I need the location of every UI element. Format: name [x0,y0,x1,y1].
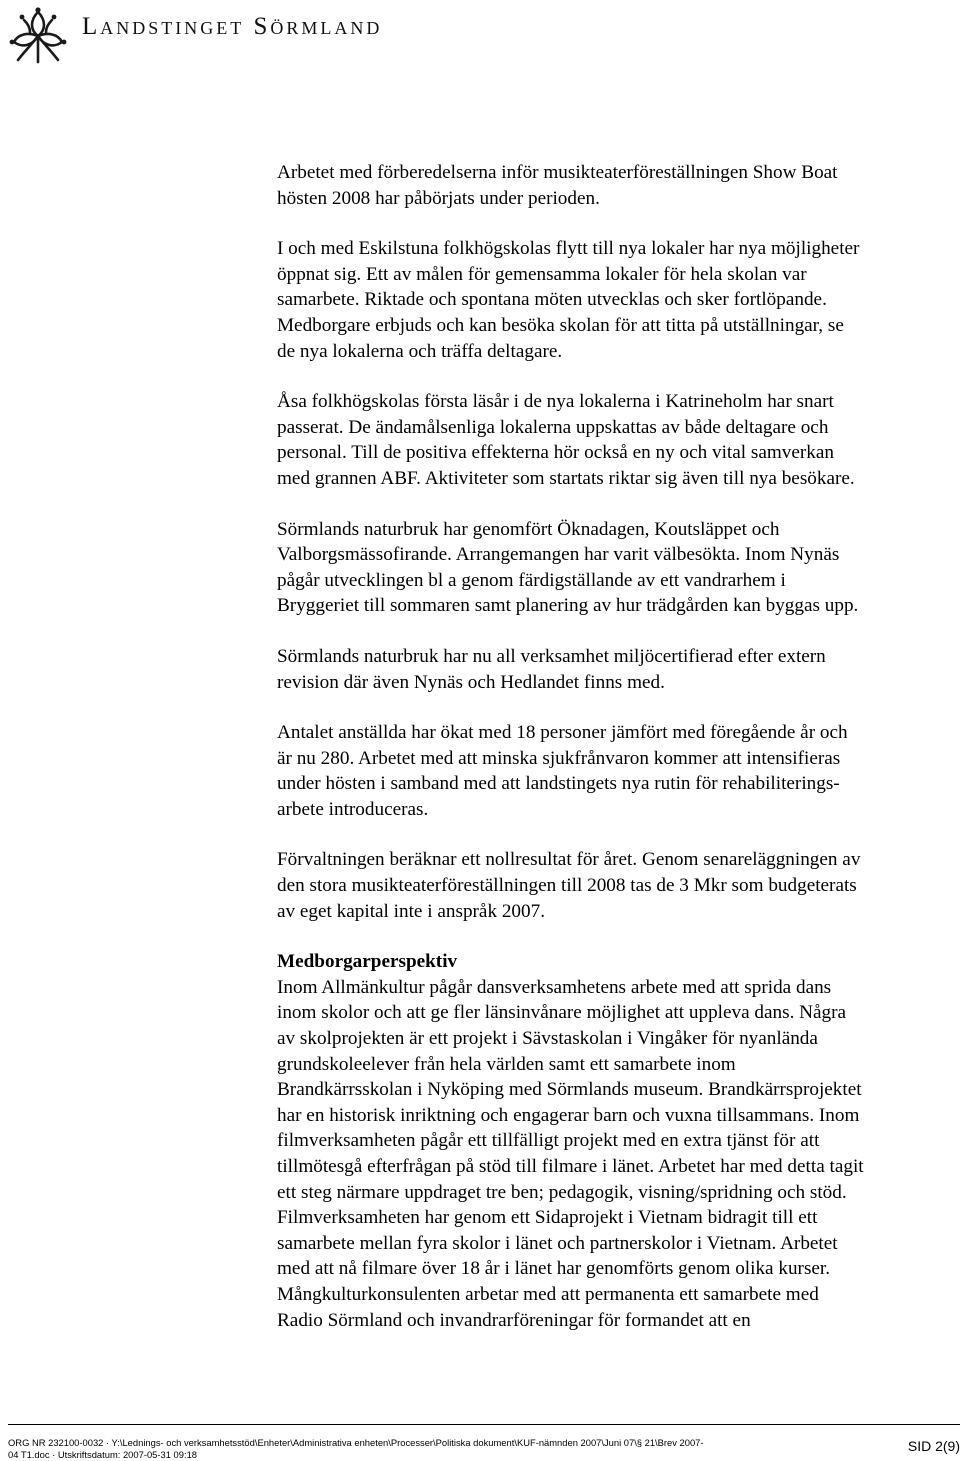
paragraph-line: Förvaltningen beräknar ett nollresultat för året. Genom senareläggningen av [277,849,861,871]
paragraph-line: personal. Till de positiva effekterna hör också en ny och vital samverkan [277,442,835,464]
crown-ornament-icon [8,6,68,66]
section-line: har en historisk inriktning och engagerar barn och vuxna tillsammans. Inom [277,1104,860,1126]
footer-document-info [8,1437,704,1461]
paragraph [277,160,960,211]
paragraph [277,644,960,695]
section-line: filmverksamheten pågår ett tillfälligt projekt med en extra tjänst för att [277,1130,820,1152]
section-line: med att nå filmare över 18 år i länet har genomförts genom olika kurser. [277,1258,831,1280]
paragraph-line: de nya lokalerna och träffa deltagare. [277,340,563,362]
paragraph-line: Bryggeriet till sommaren samt planering av hur trädgården kan byggas upp. [277,595,859,617]
section-line: tillmötesgå efterfrågan på stöd till filmare i länet. Arbetet har med detta tagit [277,1156,864,1177]
section-line: Radio Sörmland och invandrarföreningar för formandet att en [277,1309,751,1331]
section-medborgarperspektiv [277,949,960,1333]
paragraph-line: Medborgare erbjuds och kan besöka skolan för att titta på utställningar, se [277,314,844,336]
paragraph-line: Arbetet med förberedelserna inför musikteaterföreställningen Show Boat [277,162,838,183]
section-line: av skolprojekten är ett projekt i Sävstaskolan i Vingåker för nyanlända [277,1028,818,1050]
paragraph-line: Åsa folkhögskolas första läsår i de nya lokalerna i Katrineholm har snart [277,391,834,413]
paragraph-line: passerat. De ändamålsenliga lokalerna uppskattas av både deltagare och [277,416,829,438]
paragraph-line: den stora musikteaterföreställningen till 2008 tas de 3 Mkr som budgeterats [277,875,857,897]
paragraph-line: Sörmlands naturbruk har genomfört Öknadagen, Koutsläppet och [277,518,780,540]
section-line: ett steg närmare uppdraget tre ben; pedagogik, visning/spridning och stöd. [277,1181,847,1203]
paragraph-line: med grannen ABF. Aktiviteter som startats riktar sig även till nya besökare. [277,467,855,489]
paragraph-line: Antalet anställda har ökat med 18 personer jämfört med föregående år och [277,722,848,744]
paragraph-line: I och med Eskilstuna folkhögskolas flytt till nya lokaler har nya möjligheter [277,238,860,260]
paragraph-line: av eget kapital inte i anspråk 2007. [277,900,546,922]
paragraph-line: revision där även Nynäs och Hedlandet finns med. [277,671,665,693]
paragraph-list [277,160,960,924]
paragraph [277,389,960,491]
paragraph [277,517,960,619]
section-line: Mångkulturkonsulenten arbetar med att permanenta ett samarbete med [277,1283,819,1305]
page-number: SID 2(9) [907,1438,960,1454]
paragraph-line: Sörmlands naturbruk har nu all verksamhet miljöcertifierad efter extern [277,645,826,667]
section-body [277,975,960,1333]
paragraph-line: under hösten i samband med att landstingets nya rutin för rehabiliterings- [277,773,840,795]
paragraph-line: pågår utvecklingen bl a genom färdigställande av ett vandrarhem i [277,569,786,591]
footer-line: ORG NR 232100-0032 · Y:\Lednings- och verksamhetsstöd\Enheter\Administrativa enheten\Processer\Politiska dokument\KUF-nämnden 2007\Juni 07\§ 21\Brev 2007- [8,1437,704,1448]
section-line: grundskoleelever från hela världen samt ett samarbete inom [277,1053,736,1075]
document-body [277,160,960,1358]
paragraph-line: Valborgsmässofirande. Arrangemangen har varit välbesökta. Inom Nynäs [277,544,840,566]
paragraph [277,720,960,822]
letterhead [8,4,382,68]
section-line: Filmverksamheten har genom ett Sidaprojekt i Vietnam bidragit till ett [277,1207,818,1229]
section-line: inom skolor och att ge fler länsinvånare möjlighet att uppleva dans. Några [277,1002,847,1024]
section-heading: Medborgarperspektiv [277,951,458,973]
paragraph-line: arbete introduceras. [277,798,429,820]
organization-name: Landstinget Sörmland [82,13,383,40]
paragraph-line: är nu 280. Arbetet med att minska sjukfrånvaron kommer att intensifieras [277,747,841,769]
paragraph-line: öppnat sig. Ett av målen för gemensamma lokaler för hela skolan var [277,263,807,285]
section-line: Inom Allmänkultur pågår dansverksamhetens arbete med att sprida dans [277,976,832,998]
section-line: Brandkärrsskolan i Nyköping med Sörmlands museum. Brandkärrsprojektet [277,1079,862,1101]
paragraph-line: samarbete. Riktade och spontana möten utvecklas och sker fortlöpande. [277,289,827,311]
paragraph [277,847,960,924]
footer-divider [8,1424,960,1425]
paragraph [277,236,960,364]
footer-line: 04 T1.doc · Utskriftsdatum: 2007-05-31 09:18 [8,1449,197,1460]
paragraph-line: hösten 2008 har påbörjats under perioden. [277,187,600,209]
section-line: samarbete mellan fyra skolor i länet och partnerskolor i Vietnam. Arbetet [277,1232,838,1254]
